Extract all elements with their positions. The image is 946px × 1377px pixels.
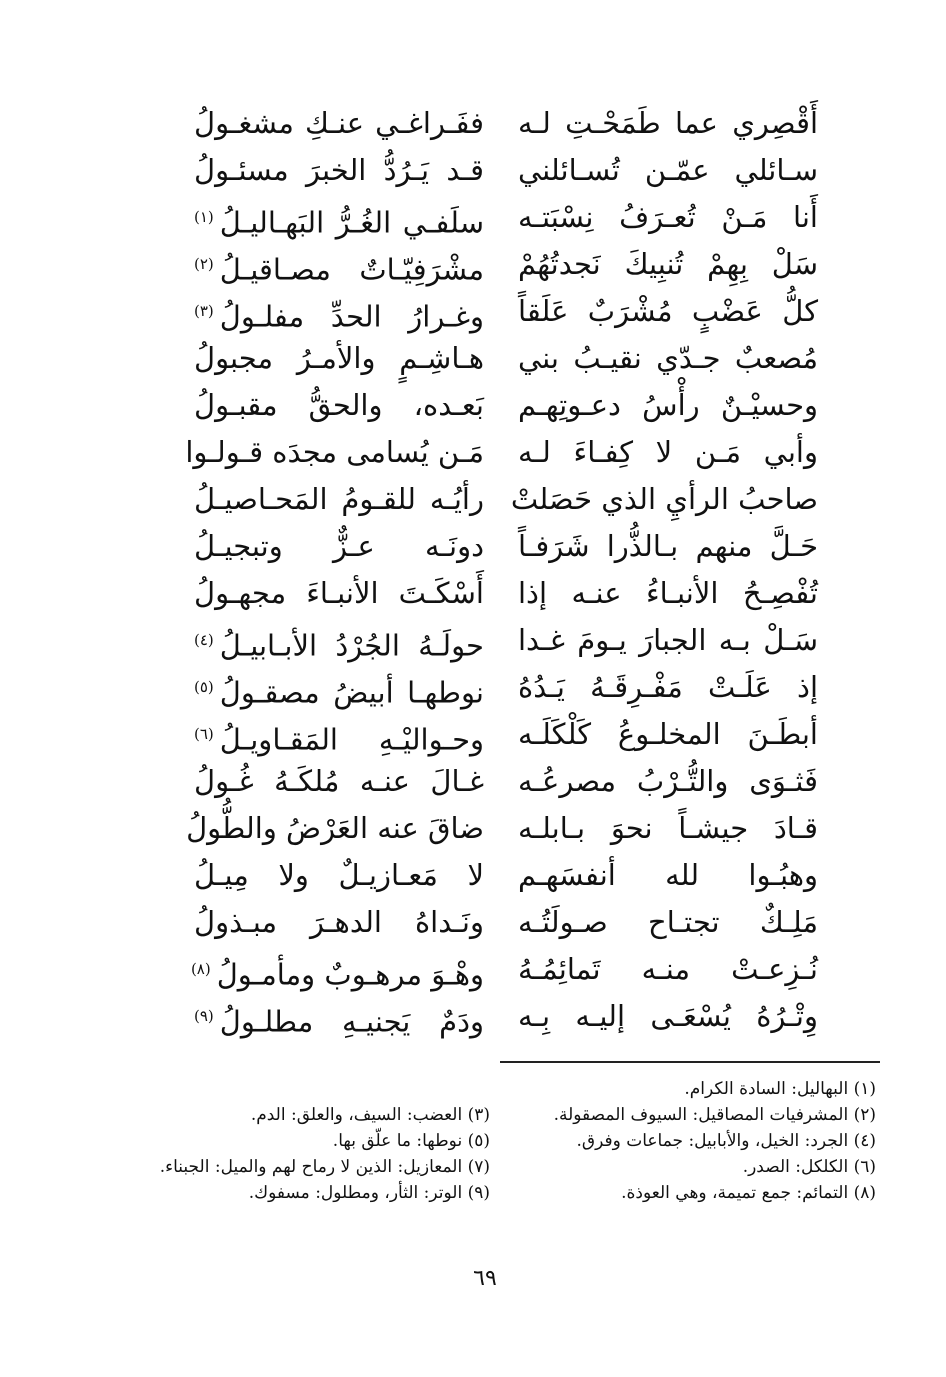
verse-second-hemistich	[194, 382, 484, 429]
verse-second-hemistich	[194, 852, 484, 899]
page-number: ٦٩	[473, 1266, 497, 1291]
verse-text: رأيُـه للقـومُ المَحـاصيـلُ	[194, 482, 484, 516]
verse-first-hemistich: وِتْـرُهُ يُسْعَـى إليـه بِـه	[518, 999, 818, 1033]
verse-text: ونَـداهُ الدهـرَ مبـذولُ	[194, 905, 484, 939]
verse-text: ضاقَ عنه العَرْضُ والطُّولُ	[186, 811, 484, 845]
verse-text: لا مَعـازيـلٌ ولا مِيـلُ	[194, 858, 484, 892]
verse-first-hemistich: سَلْ بِهِمْ تُنبِيكَ نَجدتُهُمْ	[518, 247, 818, 281]
footnote-marker: (١)	[194, 208, 214, 226]
verse-second-hemistich	[194, 241, 484, 288]
footnote-divider	[500, 1061, 880, 1063]
footnotes-right-column	[496, 1076, 876, 1206]
poem-left-column	[185, 100, 484, 1040]
footnote: (٤) الجرد: الخيل، والأبابيل: جماعات وفرق.	[576, 1131, 876, 1151]
verse-second-hemistich	[194, 100, 484, 147]
verse-text: قـد يَـرُدُّ الخبرَ مسئـولُ	[194, 153, 484, 187]
verse-first-hemistich: قـادَ جيشـاً نحوَ بـابلـه	[518, 811, 818, 845]
verse-text: دونَـه عـزٌّ وتبجيـلُ	[194, 529, 484, 563]
verse-text: وغـرارُ الحدِّ مفلـولُ	[219, 299, 484, 334]
verse-second-hemistich	[194, 570, 484, 617]
footnote-marker: (٨)	[190, 960, 211, 978]
verse-second-hemistich	[194, 617, 484, 664]
verse-first-hemistich: سَـلْ بـه الجبارَ يـومَ غـدا	[518, 623, 818, 657]
footnote: (٩) الوتر: الثأر، ومطلول: مسفوك.	[248, 1183, 490, 1203]
footnote: (٥) نوطها: ما علّق بها.	[332, 1131, 490, 1151]
verse-second-hemistich	[194, 993, 484, 1040]
footnote-marker: (٥)	[194, 678, 214, 696]
footnote: (٣) العضب: السيف، والعلق: الدم.	[250, 1105, 490, 1125]
verse-second-hemistich	[194, 664, 484, 711]
footnote-marker: (٤)	[194, 631, 214, 649]
verse-second-hemistich	[194, 288, 484, 335]
footnote: (٨) التمائم: جمع تميمة، وهي العوذة.	[621, 1183, 876, 1203]
verse-text: ففَـراغـي عنـكِ مشغـولُ	[194, 106, 484, 140]
verse-first-hemistich: أَقْصِري عما طَمَحْـتِ لـه	[518, 106, 818, 140]
verse-text: ودَمٌ يَجنيـهِ مطلـولُ	[219, 1004, 484, 1039]
footnote: (١) البهاليل: السادة الكرام.	[684, 1079, 876, 1099]
verse-first-hemistich: مَلِـكٌ تجتـاح صـولَتُـه	[518, 905, 818, 939]
verse-text: هـاشِـمٍ والأمـرُ مجبولُ	[194, 341, 484, 375]
footnote: (٧) المعازيل: الذين لا رماح لهم والميل: الجبناء.	[159, 1157, 490, 1177]
verse-first-hemistich: وأبي مَـن لا كِفـاءَ لـه	[518, 435, 818, 469]
poem	[0, 100, 946, 1045]
verse-first-hemistich: كلُّ عَضْبٍ مُشْرَبٌ عَلَقاً	[518, 294, 818, 328]
footnote: (٢) المشرفيات المصاقيل: السيوف المصقولة.	[553, 1105, 876, 1125]
verse-second-hemistich	[194, 194, 484, 241]
verse-text: حولَـهُ الجُرْدُ الأبـابيـلُ	[219, 628, 484, 663]
verse-second-hemistich	[185, 429, 484, 476]
poem-right-column	[510, 100, 818, 1040]
verse-first-hemistich: مُصعبٌ جـدّي نقيـبُ بني	[518, 341, 818, 375]
verse-text: غـالَ عنـه مُلكَـهُ غُـولُ	[194, 764, 484, 798]
verse-text: مَـن يُسامى مجدَه قـولـوا	[185, 435, 484, 469]
verse-second-hemistich	[194, 899, 484, 946]
verse-second-hemistich	[194, 476, 484, 523]
verse-first-hemistich: فَثـوَى والتُّـرْبُ مصرعُـه	[518, 764, 818, 798]
footnote-marker: (٩)	[194, 1007, 214, 1025]
verse-text: وحـواليْـهِ المَقـاويـلُ	[219, 722, 484, 757]
footnotes-left-column	[90, 1102, 490, 1206]
verse-first-hemistich: سـائلي عمّـن تُسـائلني	[518, 153, 818, 187]
verse-first-hemistich: أَنا مَـنْ تُعـرَفُ نِسْبَتـه	[518, 200, 818, 234]
verse-text: مشْرَفِيّـاتٌ مصـاقيـلُ	[219, 252, 484, 287]
verse-first-hemistich: حَـلَّ منهم بـالذُّرا شَرَفـاً	[518, 529, 818, 563]
verse-text: أَسْكَـتَ الأنبـاءَ مجهـولُ	[194, 576, 484, 610]
verse-second-hemistich	[194, 523, 484, 570]
verse-first-hemistich: صاحبُ الرأيِ الذي حَصَلتْ	[510, 482, 818, 516]
verse-second-hemistich	[194, 335, 484, 382]
footnote-marker: (٦)	[194, 725, 214, 743]
footnote-marker: (٢)	[194, 255, 214, 273]
verse-text: بَعـده، والحقُّ مقبـولُ	[194, 388, 484, 422]
verse-first-hemistich: تُفْصِـحُ الأنبـاءُ عنـه إذا	[518, 576, 818, 610]
verse-second-hemistich	[194, 711, 484, 758]
verse-text: وهْـوَ مرهـوبٌ ومأمـولُ	[216, 957, 484, 992]
footnote: (٦) الكلكل: الصدر.	[742, 1157, 876, 1177]
verse-second-hemistich	[190, 946, 484, 993]
verse-second-hemistich	[194, 147, 484, 194]
footnote-marker: (٣)	[194, 302, 214, 320]
verse-first-hemistich: أبطَـنَ المخلـوعُ كَلْكَلَـه	[518, 717, 818, 751]
verse-first-hemistich: وهبُـوا لله أنفسَهـم	[518, 858, 818, 892]
verse-second-hemistich	[194, 758, 484, 805]
verse-text: نوطهـا أبيضُ مصقـولُ	[219, 675, 484, 710]
verse-first-hemistich: نُـزِعـتْ منـه تَمائِمُـهُ	[518, 952, 818, 986]
verse-second-hemistich	[186, 805, 484, 852]
verse-text: سلَفـي الغُـرُّ البَهـاليـلُ	[219, 205, 484, 240]
verse-first-hemistich: إذ عَلَـتْ مَفْـرِقَـهُ يَـدُهُ	[518, 670, 818, 704]
verse-first-hemistich: وحسيْـنٌ رأْسُ دعـوتِهـم	[518, 388, 818, 422]
